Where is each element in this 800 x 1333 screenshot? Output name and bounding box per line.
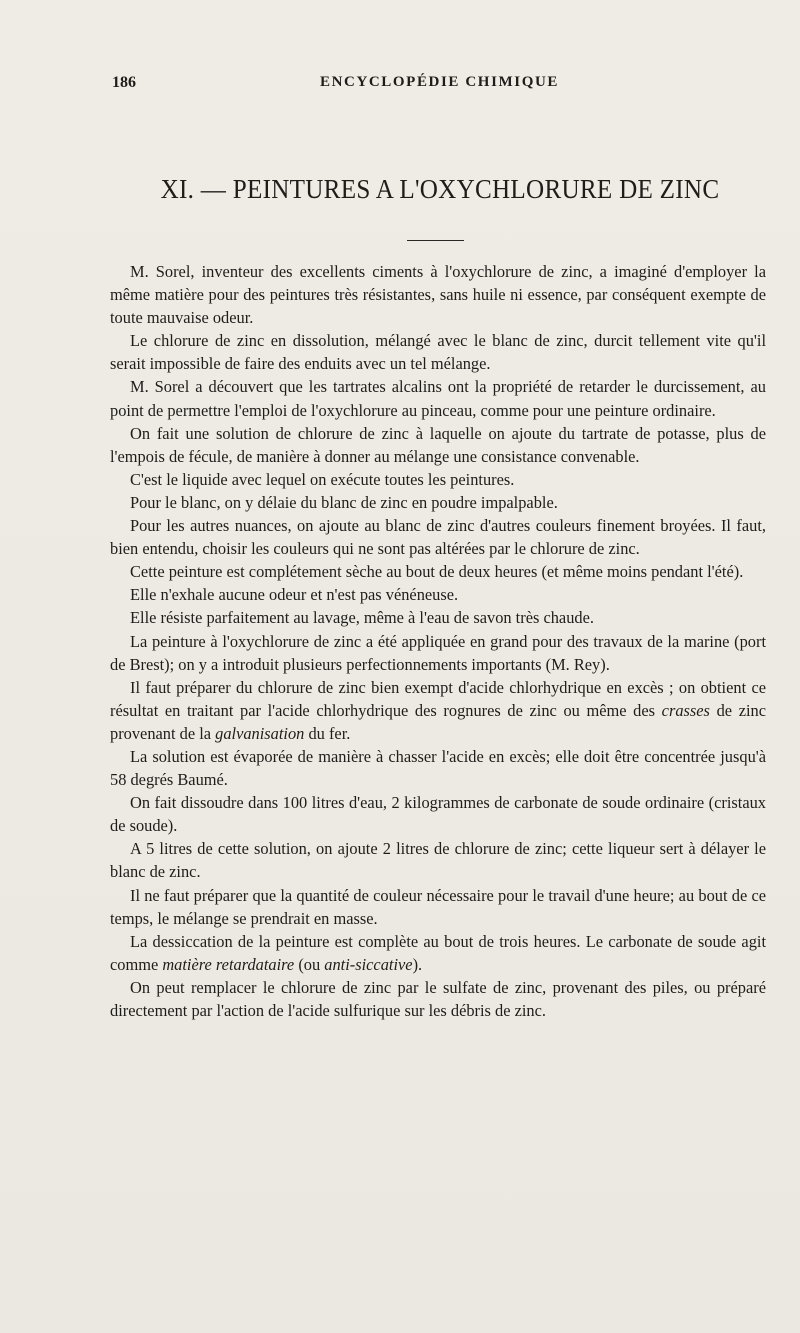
paragraph: On fait dissoudre dans 100 litres d'eau, 2 kilogrammes de carbonate de soude ordinaire (cristaux de soude). — [110, 793, 766, 836]
page-number: 186 — [112, 74, 136, 91]
body-text — [110, 260, 766, 1022]
paragraph: La peinture à l'oxychlorure de zinc a été appliquée en grand pour des travaux de la marine (port de Brest); on y a introduit plusieurs perfectionnements importants (M. Rey). — [110, 631, 766, 674]
paragraph — [110, 930, 766, 976]
running-header — [112, 74, 767, 96]
paragraph: Le chlorure de zinc en dissolution, mélangé avec le blanc de zinc, durcit tellement vite qu'il serait impossible de faire des enduits avec un tel mélange. — [110, 331, 766, 374]
title-divider — [407, 240, 464, 241]
italic-term: matière retardataire — [162, 954, 295, 974]
paragraph: Il ne faut préparer que la quantité de couleur nécessaire pour le travail d'une heure; au bout de ce temps, le mélange se prendrait en masse. — [110, 885, 766, 928]
paragraph: Elle n'exhale aucune odeur et n'est pas vénéneuse. — [130, 585, 459, 605]
paragraph: La solution est évaporée de manière à chasser l'acide en excès; elle doit être concentrée jusqu'à 58 degrés Baumé. — [110, 746, 766, 790]
paragraph: Pour le blanc, on y délaie du blanc de zinc en poudre impalpable. — [130, 492, 558, 512]
paragraph: Elle résiste parfaitement au lavage, même à l'eau de savon très chaude. — [130, 608, 594, 628]
paragraph-text: de zinc provenant de la — [110, 700, 766, 743]
italic-term: anti-siccative — [324, 954, 413, 974]
paragraph: On fait une solution de chlorure de zinc à laquelle on ajoute du tartrate de potasse, plus de l'empois de fécule, de manière à donner au mélange une consistance convenable. — [110, 423, 766, 466]
running-title: ENCYCLOPÉDIE CHIMIQUE — [319, 74, 560, 90]
italic-term: crasses — [661, 700, 710, 720]
paragraph: On peut remplacer le chlorure de zinc par le sulfate de zinc, provenant des piles, ou préparé directement par l'action de l'acide sulfurique sur les débris de zinc. — [110, 977, 766, 1020]
chapter-title: XI. — PEINTURES A L'OXYCHLORURE DE ZINC — [160, 174, 720, 204]
paragraph: Pour les autres nuances, on ajoute au blanc de zinc d'autres couleurs finement broyées. Il faut, bien entendu, choisir les couleurs qui ne sont pas altérées par le chlorure de zinc. — [110, 516, 766, 559]
italic-term: galvanisation — [215, 723, 305, 743]
paragraph: Cette peinture est complétement sèche au bout de deux heures (et même moins pendant l'été). — [130, 562, 744, 582]
paragraph-text: Il faut préparer du chlorure de zinc bien exempt d'acide chlorhydrique en excès ; on obtient ce résultat en traitant par l'acide chlorhydrique des rognures de zinc ou même des — [110, 677, 766, 720]
paragraph: M. Sorel a découvert que les tartrates alcalins ont la propriété de retarder le durcissement, au point de permettre l'emploi de l'oxychlorure au pinceau, comme pour une peinture ordinaire. — [110, 377, 766, 420]
paragraph-text: ). — [412, 954, 423, 974]
paragraph: M. Sorel, inventeur des excellents ciments à l'oxychlorure de zinc, a imaginé d'employer la même matière pour des peintures très résistantes, sans huile ni essence, par conséquent exempte de toute mauvaise odeur. — [110, 262, 766, 328]
paragraph: C'est le liquide avec lequel on exécute toutes les peintures. — [130, 469, 515, 489]
paragraph: A 5 litres de cette solution, on ajoute 2 litres de chlorure de zinc; cette liqueur sert à délayer le blanc de zinc. — [110, 839, 766, 882]
paragraph-text: La dessiccation de la peinture est complète au bout de trois heures. Le carbonate de soude agit comme — [110, 931, 766, 974]
paragraph-text: du fer. — [304, 723, 351, 743]
paragraph — [110, 676, 766, 745]
paragraph-text: (ou — [294, 954, 325, 974]
